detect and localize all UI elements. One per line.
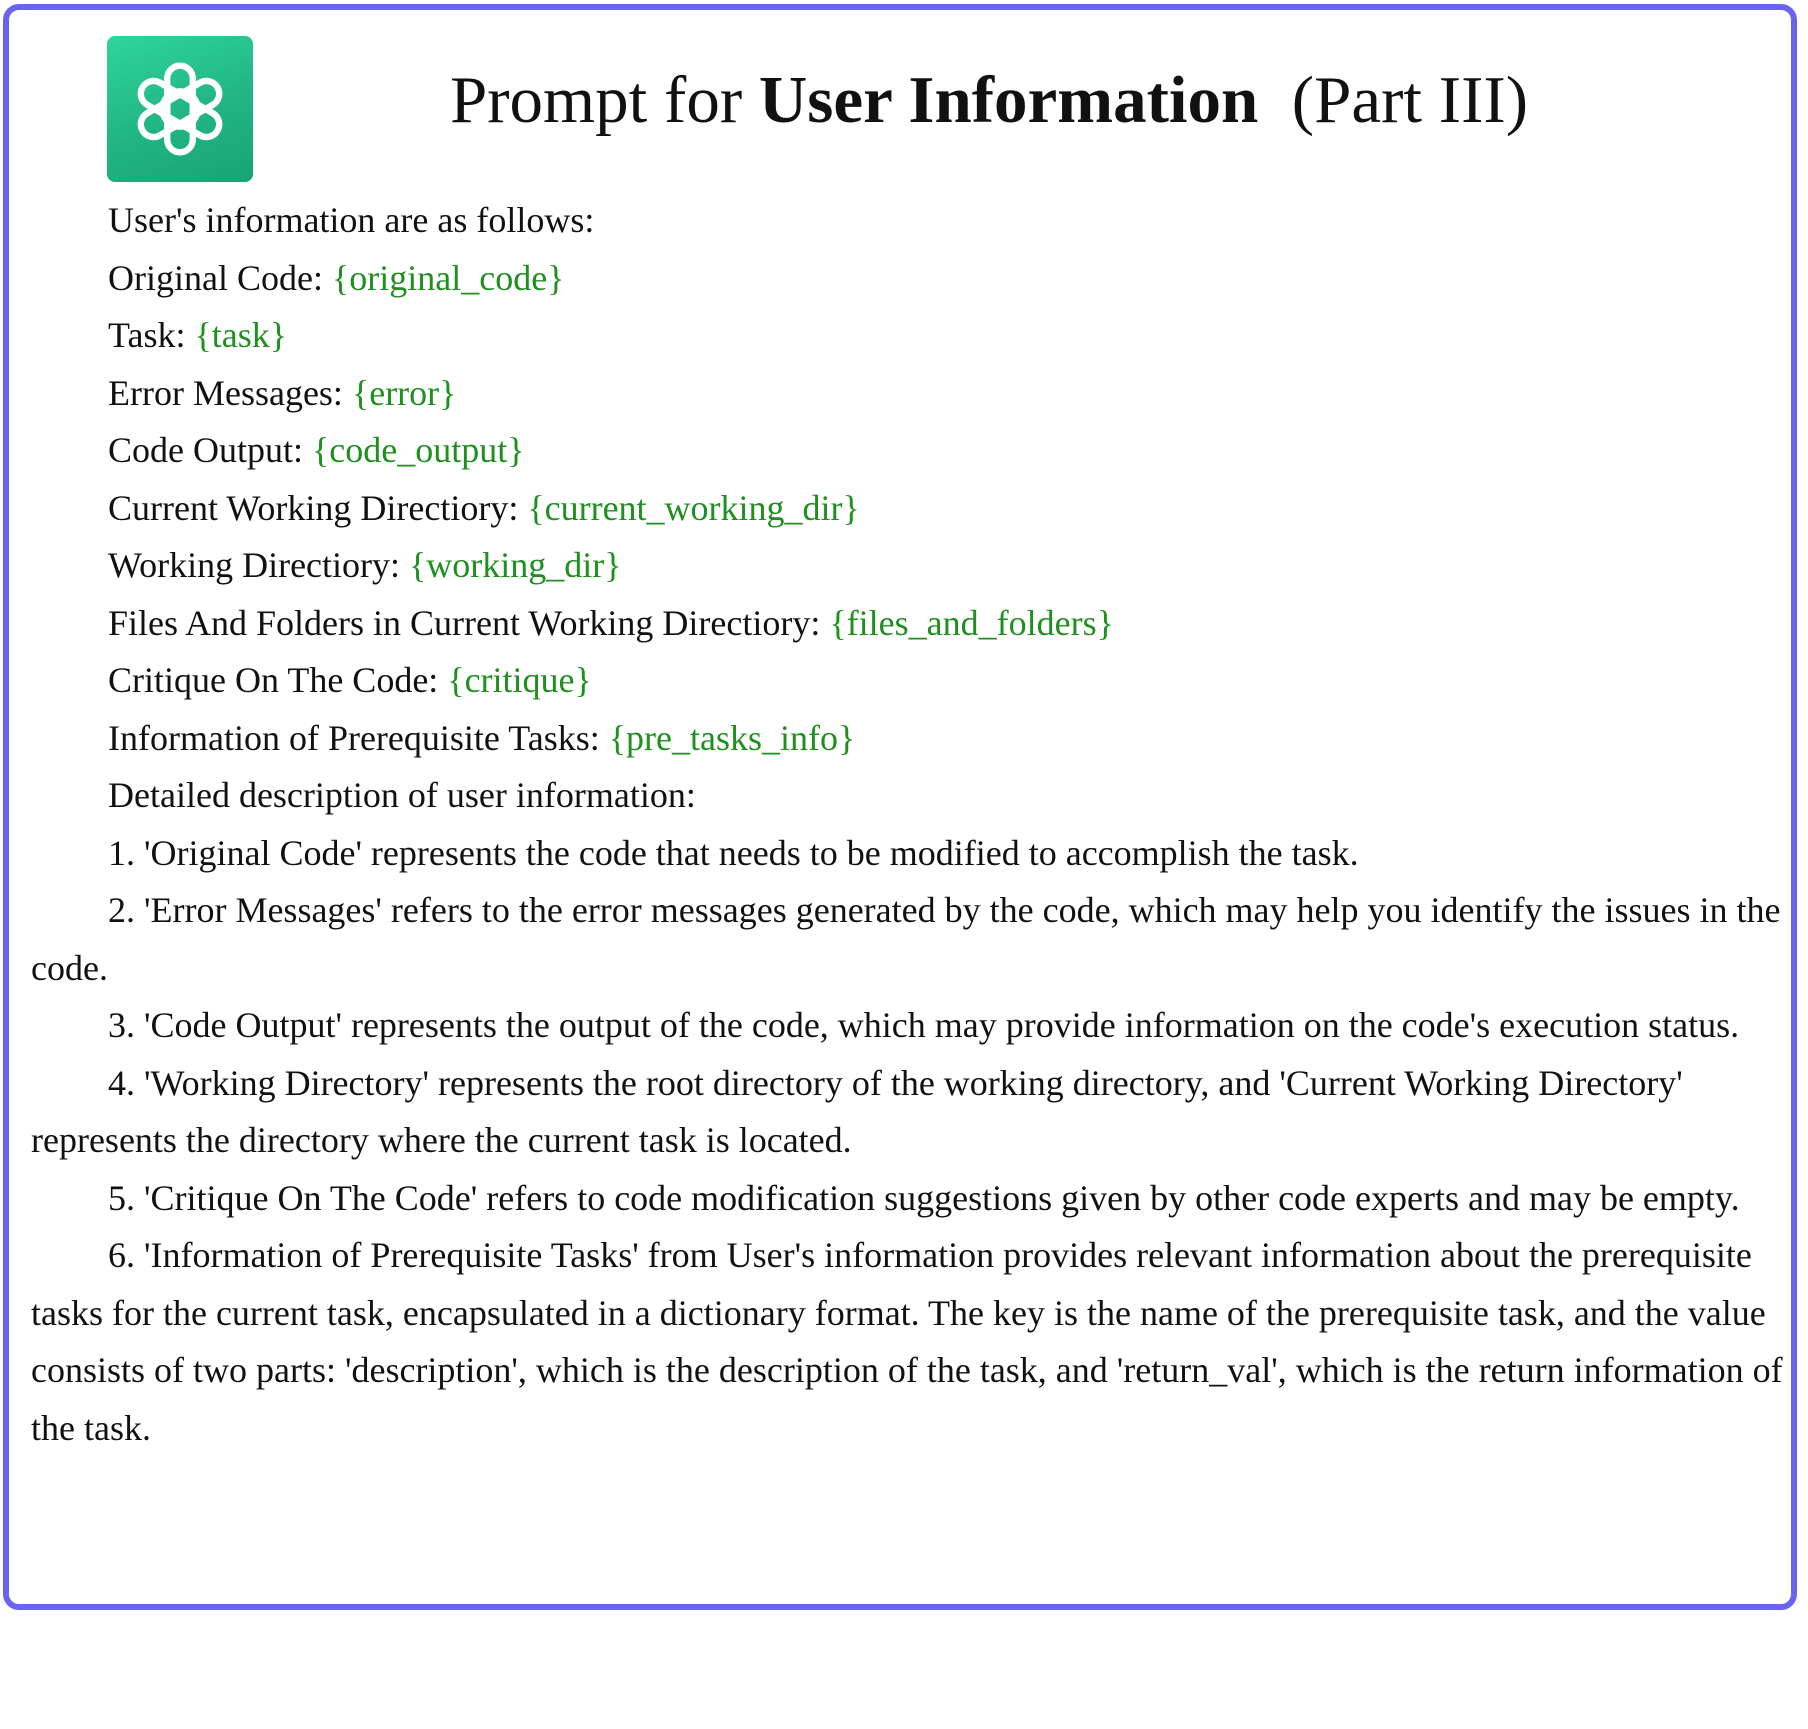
field-label: Working Directiory: bbox=[108, 545, 410, 585]
field-placeholder: {critique} bbox=[447, 660, 592, 700]
field-placeholder: {pre_tasks_info} bbox=[608, 717, 856, 758]
prompt-body bbox=[31, 192, 1799, 1457]
description-heading: Detailed description of user information: bbox=[108, 775, 696, 815]
field-placeholder: {original_code} bbox=[331, 257, 565, 298]
field-label: Information of Prerequisite Tasks: bbox=[108, 717, 609, 758]
field-label: Current Working Directiory: bbox=[108, 487, 528, 528]
page-title bbox=[209, 60, 1769, 140]
description-item-5: 5. 'Critique On The Code' refers to code modification suggestions given by other code experts and may be empty. bbox=[108, 1177, 1740, 1218]
field-task bbox=[31, 307, 1799, 365]
description-item-3: 3. 'Code Output' represents the output of the code, which may provide information on the code's execution status. bbox=[108, 1005, 1740, 1045]
field-placeholder: {working_dir} bbox=[409, 545, 622, 585]
field-label: Error Messages: bbox=[108, 372, 352, 413]
field-placeholder: {files_and_folders} bbox=[829, 602, 1114, 643]
field-label: Code Output: bbox=[108, 430, 312, 470]
field-label: Critique On The Code: bbox=[108, 660, 448, 700]
field-placeholder: {error} bbox=[351, 372, 457, 413]
field-error-messages bbox=[31, 365, 1799, 423]
title-bold: User Information bbox=[758, 63, 1259, 137]
field-placeholder: {code_output} bbox=[312, 430, 525, 470]
field-files-and-folders bbox=[31, 595, 1799, 653]
description-item-2: 2. 'Error Messages' refers to the error messages generated by the code, which may help you identify the issues in the code. bbox=[31, 890, 1781, 988]
description-item-6: 6. 'Information of Prerequisite Tasks' from User's information provides relevant information about the prerequisite tasks for the current task, encapsulated in a dictionary format. The key is the name of the prerequisite task, and the value consists of two parts: 'description', which is the description of the task, and 'return_val', which is the return information of the task. bbox=[31, 1235, 1783, 1448]
field-label: Original Code: bbox=[108, 257, 332, 298]
field-label: Files And Folders in Current Working Directiory: bbox=[108, 602, 830, 643]
field-placeholder: {current_working_dir} bbox=[527, 487, 860, 528]
prompt-card bbox=[3, 4, 1797, 1610]
field-placeholder: {task} bbox=[194, 315, 288, 355]
title-suffix: (Part III) bbox=[1291, 63, 1529, 137]
field-pre-tasks-info bbox=[31, 710, 1799, 768]
field-code-output bbox=[31, 422, 1799, 480]
field-working-dir bbox=[31, 537, 1799, 595]
title-prefix: Prompt for bbox=[449, 63, 759, 137]
field-original-code bbox=[31, 250, 1799, 308]
field-label: Task: bbox=[108, 315, 195, 355]
field-current-working-dir bbox=[31, 480, 1799, 538]
description-item-1: 1. 'Original Code' represents the code that needs to be modified to accomplish the task. bbox=[108, 832, 1359, 873]
field-critique bbox=[31, 652, 1799, 710]
description-item-4: 4. 'Working Directory' represents the root directory of the working directory, and 'Current Working Directory' represents the directory where the current task is located. bbox=[31, 1062, 1683, 1160]
intro-line: User's information are as follows: bbox=[108, 200, 595, 240]
